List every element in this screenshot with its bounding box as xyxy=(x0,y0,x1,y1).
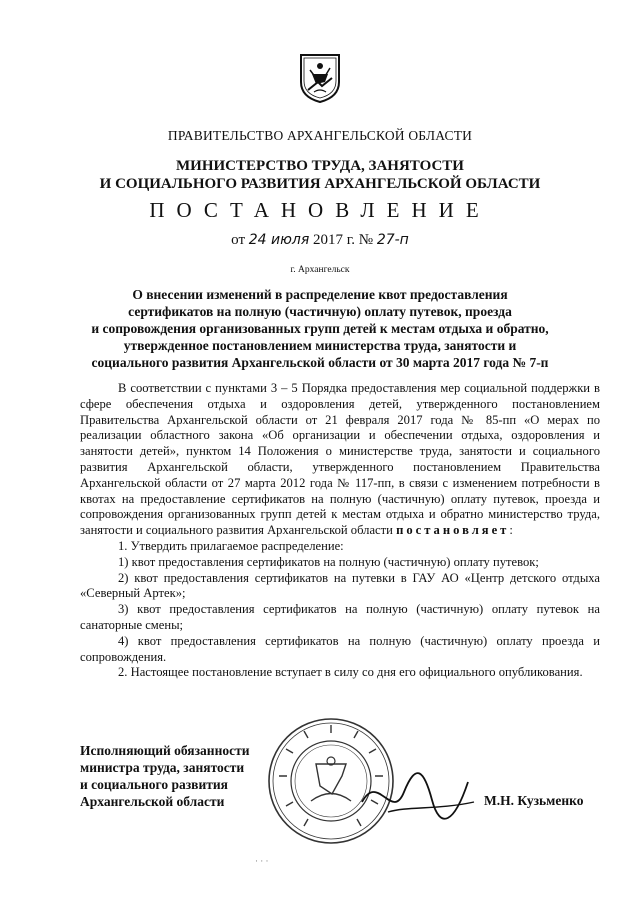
number-handwritten: 27-п xyxy=(376,232,409,248)
position-line: министра труда, занятости xyxy=(80,760,245,775)
date-prefix: от xyxy=(231,232,245,248)
date-line xyxy=(0,232,640,249)
subject-line: О внесении изменений в распределение квот предоставления xyxy=(132,287,508,302)
preamble-paragraph: В соответствии с пунктами 3 – 5 Порядка предоставления мер социальной поддержки в сфере обеспечения отдыха и оздоровления детей, утвержденного постановлением Правительства Архангельской области от 21 февраля 2017 года № 85-пп «О мерах по реализации областного закона «Об организации и обеспечении отдыха, оздоровления и занятости детей», пунктом 14 Положения о министерстве труда, занятости и социального развития Архангельской области, утвержденного постановлением Правительства Архангельской области от 27 марта 2012 года № 117-пп, в связи с изменением потребности в квотах на предоставление сертификатов на полную (частичную) оплату путевок, проезда и сопровождения организованных групп детей к местам отдыха и обратно министерство труда, занятости и социального развития Архангельской области постановляет: xyxy=(80,381,600,538)
item-1-2: 2) квот предоставления сертификатов на путевки в ГАУ АО «Центр детского отдыха «Северный Артек»; xyxy=(80,570,600,601)
preamble-text: В соответствии с пунктами 3 – 5 Порядка предоставления мер социальной поддержки в сфере обеспечения отдыха и оздоровления детей, утвержденного постановлением Правительства Архангельской области от 21 февраля 2017 года № 85-пп «О мерах по реализации областного закона «Об организации и обеспечении отдыха, оздоровления и занятости детей», пунктом 14 Положения о министерстве труда, занятости и социального развития Архангельской области, утвержденного постановлением Правительства Архангельской области от 27 марта 2012 года № 117-пп, в связи с изменением потребности в квотах на предоставление сертификатов на полную (частичную) оплату путевок, проезда и сопровождения организованных групп детей к местам отдыха и обратно министерство труда, занятости и социального развития Архангельской области xyxy=(80,381,600,538)
decree-word: постановляет xyxy=(396,523,510,538)
ministry-name xyxy=(0,157,640,193)
position-line: Исполняющий обязанности xyxy=(80,743,250,758)
item-1-3: 3) квот предоставления сертификатов на полную (частичную) оплату путевок на санаторные смены; xyxy=(80,602,600,632)
date-handwritten: 24 июля xyxy=(248,232,310,248)
ministry-line-1: МИНИСТЕРСТВО ТРУДА, ЗАНЯТОСТИ xyxy=(176,158,464,174)
date-year: 2017 г. № xyxy=(313,232,374,248)
document-subject xyxy=(62,286,578,371)
position-line: Архангельской области xyxy=(80,794,225,809)
document-type: ПОСТАНОВЛЕНИЕ xyxy=(149,198,491,222)
subject-line: сертификатов на полную (частичную) оплату путевок, проезда xyxy=(128,304,512,319)
ministry-line-2: И СОЦИАЛЬНОГО РАЗВИТИЯ АРХАНГЕЛЬСКОЙ ОБЛАСТИ xyxy=(99,176,541,192)
coat-of-arms-icon xyxy=(298,52,342,104)
subject-line: и сопровождения организованных групп детей к местам отдыха и обратно, xyxy=(91,321,549,336)
position-line: и социального развития xyxy=(80,777,228,792)
government-name: ПРАВИТЕЛЬСТВО АРХАНГЕЛЬСКОЙ ОБЛАСТИ xyxy=(167,128,473,143)
handwritten-signature-icon xyxy=(358,762,478,832)
signer-name: М.Н. Кузьменко xyxy=(484,793,584,808)
item-1-4: 4) квот предоставления сертификатов на полную (частичную) оплату проезда и сопровождения. xyxy=(80,633,600,664)
document-body xyxy=(80,381,600,681)
subject-line: социального развития Архангельской области от 30 марта 2017 года № 7-п xyxy=(91,355,549,370)
scan-artifact: · · · xyxy=(255,856,269,866)
signer-position xyxy=(80,742,290,810)
item-1-1: 1) квот предоставления сертификатов на полную (частичную) оплату путевок; xyxy=(118,554,539,569)
item-1: 1. Утвердить прилагаемое распределение: xyxy=(118,538,344,553)
item-2: 2. Настоящее постановление вступает в силу со дня его официального опубликования. xyxy=(118,665,583,680)
city: г. Архангельск xyxy=(290,265,350,275)
subject-line: утвержденное постановлением министерства труда, занятости и xyxy=(123,338,517,353)
